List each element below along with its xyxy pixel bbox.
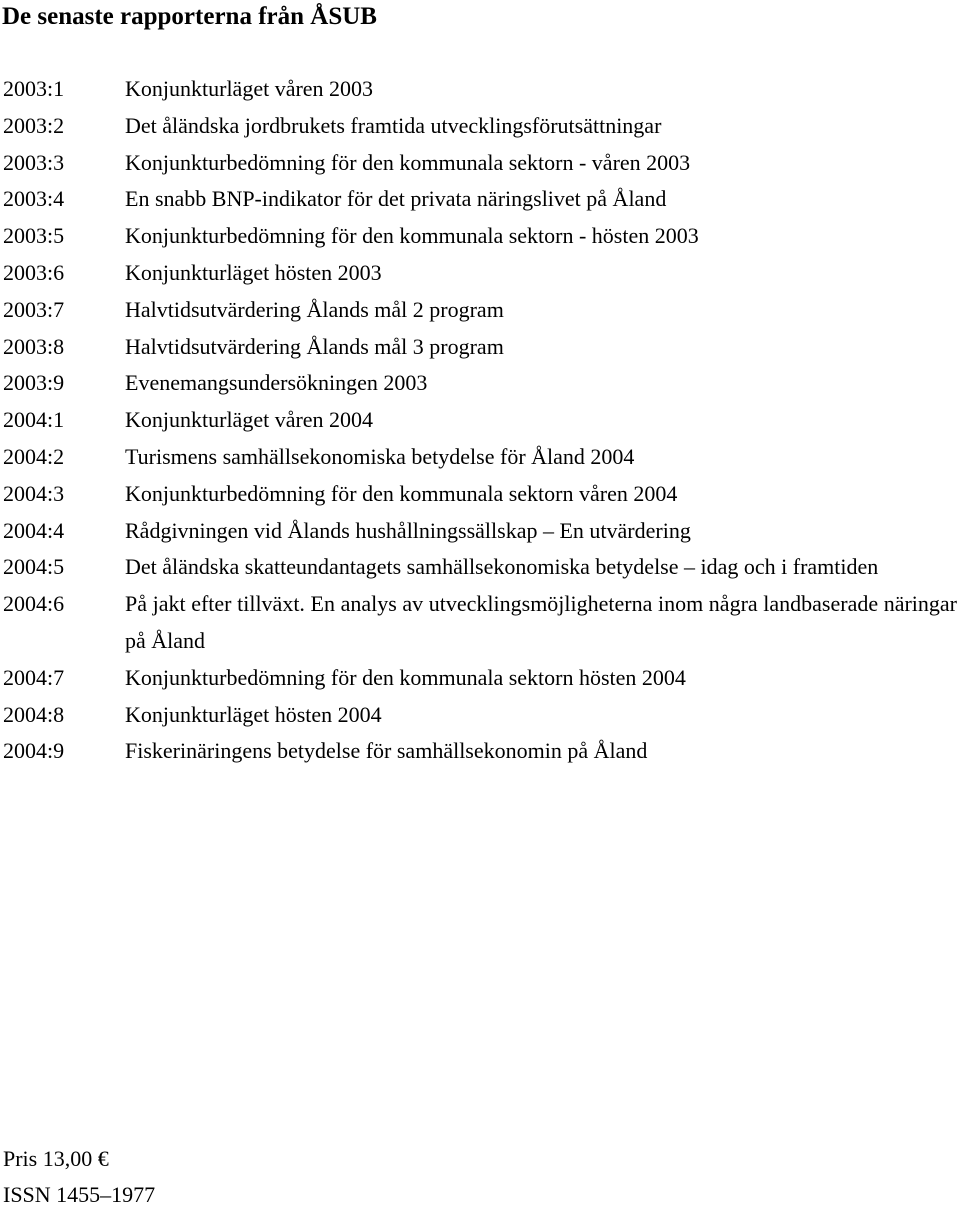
report-item [0, 733, 960, 770]
report-title: Konjunkturläget hösten 2003 [125, 259, 382, 285]
report-number: 2003:2 [3, 112, 65, 138]
report-title: Det åländska jordbrukets framtida utvecklingsförutsättningar [125, 112, 662, 138]
report-item [0, 181, 960, 218]
report-item [0, 329, 960, 366]
report-number: 2003:7 [3, 296, 65, 322]
report-number: 2004:3 [3, 480, 65, 506]
page-title: De senaste rapporterna från ÅSUB [2, 3, 377, 30]
report-item [0, 697, 960, 734]
report-title: En snabb BNP-indikator för det privata näringslivet på Åland [125, 186, 667, 212]
report-title: Konjunkturbedömning för den kommunala sektorn - våren 2003 [125, 149, 691, 175]
report-number: 2004:9 [3, 738, 65, 764]
report-title: Evenemangsundersökningen 2003 [125, 370, 428, 396]
report-title: Konjunkturläget hösten 2004 [125, 701, 382, 727]
report-number: 2003:4 [3, 186, 65, 212]
report-title: Konjunkturbedömning för den kommunala sektorn våren 2004 [125, 480, 678, 506]
report-item [0, 218, 960, 255]
report-title: Konjunkturbedömning för den kommunala sektorn - hösten 2003 [125, 223, 699, 249]
report-title: Halvtidsutvärdering Ålands mål 3 program [125, 333, 504, 359]
report-item [0, 439, 960, 476]
report-item [0, 476, 960, 513]
report-title: Halvtidsutvärdering Ålands mål 2 program [125, 296, 504, 322]
report-number: 2003:5 [3, 223, 65, 249]
report-number: 2004:8 [3, 701, 65, 727]
report-title: Konjunkturläget våren 2003 [125, 76, 374, 101]
report-number: 2003:3 [3, 149, 65, 175]
report-number: 2003:6 [3, 259, 65, 285]
report-title: Rådgivningen vid Ålands hushållningssällskap – En utvärdering [125, 517, 691, 543]
report-item [0, 365, 960, 402]
report-item [0, 145, 960, 182]
report-item [0, 660, 960, 697]
report-title: Konjunkturbedömning för den kommunala sektorn hösten 2004 [125, 664, 686, 690]
report-item [0, 402, 960, 439]
report-title: Fiskerinäringens betydelse för samhällsekonomin på Åland [125, 738, 648, 764]
report-item [0, 255, 960, 292]
report-number: 2004:6 [3, 591, 65, 617]
report-number: 2004:2 [3, 443, 65, 469]
report-item [0, 549, 960, 586]
report-number: 2004:4 [3, 517, 65, 543]
report-number: 2003:1 [3, 76, 65, 101]
report-item [0, 108, 960, 145]
report-title: Det åländska skatteundantagets samhällsekonomiska betydelse – idag och i framtiden [125, 554, 879, 580]
report-title: På jakt efter tillväxt. En analys av utvecklingsmöjligheterna inom några landbaserade näringar på Åland [125, 591, 957, 653]
issn-text: ISSN 1455–1977 [3, 1182, 156, 1207]
report-item [0, 71, 960, 108]
report-number: 2003:9 [3, 370, 65, 396]
report-item [0, 292, 960, 329]
report-title: Turismens samhällsekonomiska betydelse för Åland 2004 [125, 443, 635, 469]
report-item [0, 586, 960, 660]
price-text: Pris 13,00 € [3, 1146, 109, 1171]
report-list [0, 71, 960, 770]
report-title: Konjunkturläget våren 2004 [125, 407, 374, 433]
report-number: 2004:1 [3, 407, 65, 433]
report-number: 2003:8 [3, 333, 65, 359]
report-number: 2004:5 [3, 554, 65, 580]
report-item [0, 513, 960, 550]
report-number: 2004:7 [3, 664, 65, 690]
footer [3, 1141, 155, 1213]
